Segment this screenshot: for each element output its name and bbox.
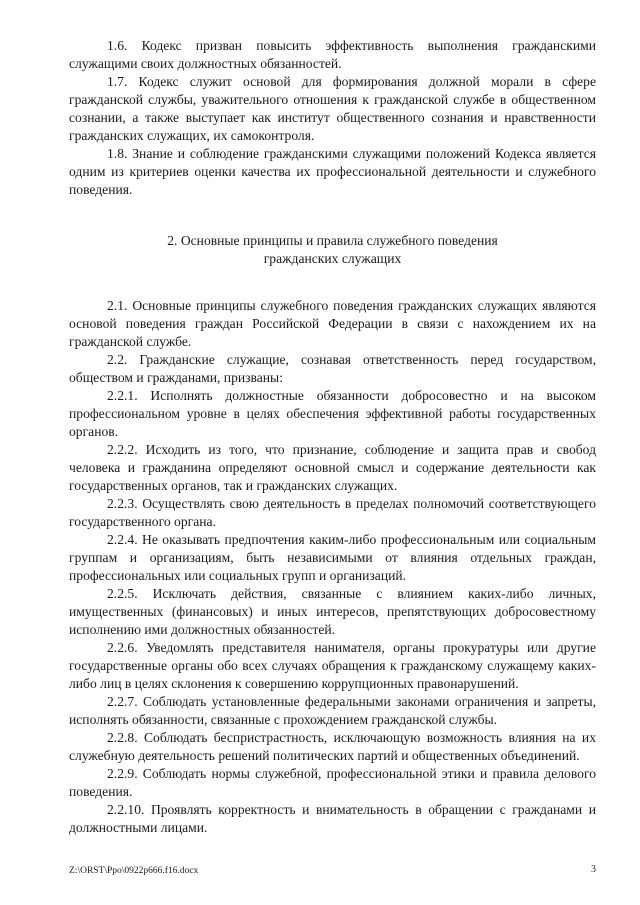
paragraph-2-2-9: 2.2.9. Соблюдать нормы служебной, профессиональной этики и правила делового поведения. bbox=[69, 766, 596, 799]
section-heading-line-2: гражданских служащих bbox=[263, 251, 402, 266]
paragraph-2-2-3: 2.2.3. Осуществлять свою деятельность в пределах полномочий соответствующего государственного органа. bbox=[69, 496, 596, 529]
footer-page-number: 3 bbox=[591, 864, 596, 875]
paragraph-2-2-4: 2.2.4. Не оказывать предпочтения каким-либо профессиональным или социальным группам и организациям, быть независимыми от влияния отдельных граждан, профессиональных или социальных групп и организаций. bbox=[69, 532, 596, 583]
paragraph-1-8: 1.8. Знание и соблюдение гражданскими служащими положений Кодекса является одним из критериев оценки качества их профессиональной деятельности и служебного поведения. bbox=[69, 146, 596, 197]
section-heading bbox=[69, 232, 596, 268]
paragraph-1-6: 1.6. Кодекс призван повысить эффективность выполнения гражданскими служащими своих должностных обязанностей. bbox=[69, 38, 596, 71]
footer-file-path: Z:\ORST\Ppo\0922p666.f16.docx bbox=[69, 866, 199, 876]
paragraph-2-2-1: 2.2.1. Исполнять должностные обязанности добросовестно и на высоком профессиональном уровне в целях обеспечения эффективной работы государственных органов. bbox=[69, 388, 596, 439]
paragraph-2-2-6: 2.2.6. Уведомлять представителя нанимателя, органы прокуратуры или другие государственные органы обо всех случаях обращения к гражданскому служащему каких-либо лиц в целях склонения к совершению коррупционных правонарушений. bbox=[69, 640, 596, 691]
paragraph-2-2-8: 2.2.8. Соблюдать беспристрастность, исключающую возможность влияния на их служебную деятельность решений политических партий и общественных объединений. bbox=[69, 730, 596, 763]
paragraph-2-1: 2.1. Основные принципы служебного поведения гражданских служащих являются основой поведения граждан Российской Федерации в связи с нахождением их на гражданской службе. bbox=[69, 298, 596, 349]
paragraph-2-2-7: 2.2.7. Соблюдать установленные федеральными законами ограничения и запреты, исполнять обязанности, связанные с прохождением гражданской службы. bbox=[69, 694, 596, 727]
paragraph-2-2-10: 2.2.10. Проявлять корректность и внимательность в обращении с гражданами и должностными лицами. bbox=[69, 802, 596, 835]
section-heading-line-1: 2. Основные принципы и правила служебного поведения bbox=[167, 233, 498, 248]
paragraph-1-7: 1.7. Кодекс служит основой для формирования должной морали в сфере гражданской службы, уважительного отношения к гражданской службе в общественном сознании, а также выступает как институт общественного сознания и нравственности гражданских служащих, их самоконтроля. bbox=[69, 74, 596, 143]
paragraph-2-2-5: 2.2.5. Исключать действия, связанные с влиянием каких-либо личных, имущественных (финансовых) и иных интересов, препятствующих добросовестному исполнению ими должностных обязанностей. bbox=[69, 586, 596, 637]
paragraph-2-2-2: 2.2.2. Исходить из того, что признание, соблюдение и защита прав и свобод человека и гражданина определяют основной смысл и содержание деятельности как государственных органов, так и гражданских служащих. bbox=[69, 442, 596, 493]
paragraph-2-2: 2.2. Гражданские служащие, сознавая ответственность перед государством, обществом и гражданами, призваны: bbox=[69, 352, 596, 385]
document-body bbox=[69, 37, 596, 837]
